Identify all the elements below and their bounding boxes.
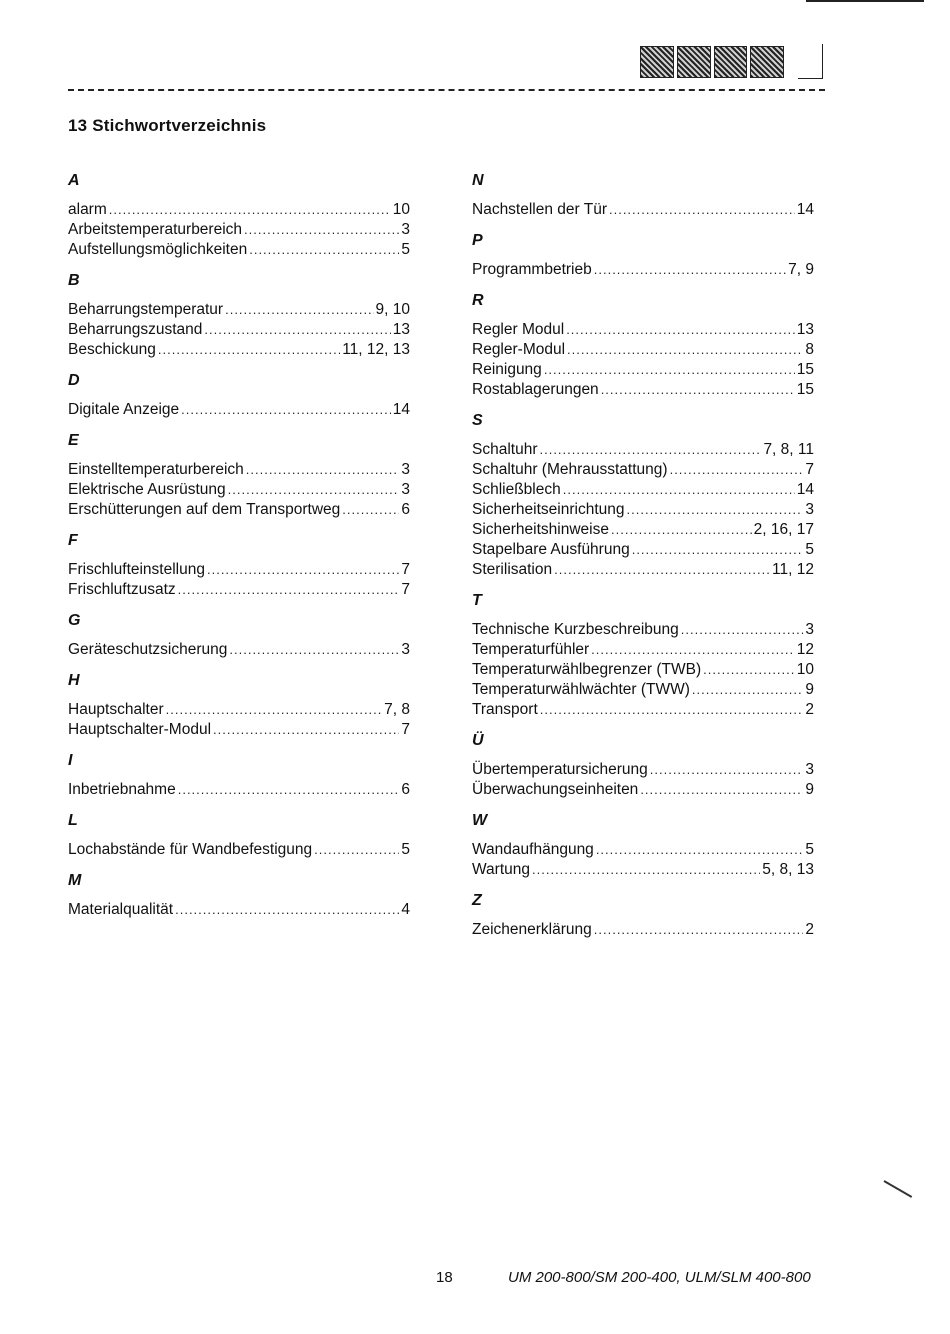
leader-dots: [532, 860, 760, 880]
index-entry: [68, 400, 410, 420]
index-letter: B: [68, 272, 80, 289]
index-letter: E: [68, 432, 79, 449]
index-entry: [68, 900, 410, 920]
leader-dots: [246, 460, 400, 480]
index-letter: G: [68, 612, 81, 629]
index-pages: 13: [796, 321, 814, 338]
logo-icon-4: [750, 46, 784, 78]
device-icons-logo: [640, 46, 784, 78]
index-term: Überwachungseinheiten: [472, 781, 639, 798]
leader-dots: [594, 920, 804, 940]
leader-dots: [213, 720, 399, 740]
index-entry: [472, 440, 814, 460]
leader-dots: [632, 540, 804, 560]
leader-dots: [228, 480, 400, 500]
index-letter: L: [68, 812, 78, 829]
index-term: Temperaturwählbegrenzer (TWB): [472, 661, 702, 678]
page-title: 13 Stichwortverzeichnis: [68, 116, 267, 135]
index-pages: 2, 16, 17: [753, 521, 814, 538]
leader-dots: [609, 200, 795, 220]
index-column-right: [472, 170, 814, 950]
index-letter: P: [472, 232, 483, 249]
leader-dots: [594, 260, 786, 280]
index-term: Sicherheitshinweise: [472, 521, 609, 538]
index-term: alarm: [68, 201, 107, 218]
index-entry: [472, 840, 814, 860]
index-letter: A: [68, 172, 80, 189]
index-term: Schaltuhr: [472, 441, 538, 458]
index-pages: 13: [392, 321, 410, 338]
index-group: [68, 810, 410, 860]
index-entry: [472, 480, 814, 500]
index-entry: [472, 920, 814, 940]
index-entry: [472, 660, 814, 680]
index-term: Übertemperatursicherung: [472, 761, 648, 778]
index-pages: 9: [805, 681, 814, 698]
index-term: Hauptschalter: [68, 701, 164, 718]
index-entry: [68, 780, 410, 800]
index-letter: F: [68, 532, 78, 549]
index-pages: 14: [796, 201, 814, 218]
index-pages: 3: [805, 761, 814, 778]
index-term: Materialqualität: [68, 901, 174, 918]
leader-dots: [175, 900, 399, 920]
index-term: Beharrungstemperatur: [68, 301, 224, 318]
index-term: Rostablagerungen: [472, 381, 599, 398]
index-term: Lochabstände für Wandbefestigung: [68, 841, 313, 858]
index-entry: [68, 320, 410, 340]
index-pages: 3: [401, 221, 410, 238]
index-term: Elektrische Ausrüstung: [68, 481, 226, 498]
index-group: [68, 430, 410, 520]
leader-dots: [563, 480, 795, 500]
logo-icon-3: [714, 46, 748, 78]
index-pages: 6: [401, 501, 410, 518]
index-term: Sicherheitseinrichtung: [472, 501, 625, 518]
index-group: [472, 810, 814, 880]
index-entry: [472, 540, 814, 560]
index-entry: [68, 460, 410, 480]
index-entry: [472, 340, 814, 360]
index-term: Einstelltemperaturbereich: [68, 461, 244, 478]
index-entry: [472, 860, 814, 880]
index-term: Inbetriebnahme: [68, 781, 176, 798]
index-pages: 7: [401, 561, 410, 578]
index-term: Schaltuhr (Mehrausstattung): [472, 461, 668, 478]
index-term: Temperaturfühler: [472, 641, 590, 658]
logo-icon-1: [640, 46, 674, 78]
index-letter: D: [68, 372, 80, 389]
index-letter: N: [472, 172, 484, 189]
index-pages: 11, 12: [772, 561, 814, 578]
index-term: Reinigung: [472, 361, 542, 378]
logo-frame: [798, 44, 823, 79]
index-entry: [68, 500, 410, 520]
index-entry: [472, 460, 814, 480]
leader-dots: [692, 680, 803, 700]
index-term: Digitale Anzeige: [68, 401, 180, 418]
leader-dots: [611, 520, 752, 540]
index-letter: Z: [472, 892, 482, 909]
index-group: [68, 670, 410, 740]
index-entry: [68, 580, 410, 600]
index-term: Erschütterungen auf dem Transportweg: [68, 501, 341, 518]
index-letter: S: [472, 412, 483, 429]
leader-dots: [314, 840, 399, 860]
index-entry: [472, 640, 814, 660]
index-entry: [68, 220, 410, 240]
index-pages: 10: [796, 661, 814, 678]
corner-scan-mark: [806, 0, 924, 2]
index-entry: [472, 560, 814, 580]
index-term: Stapelbare Ausführung: [472, 541, 630, 558]
index-group: [68, 270, 410, 360]
leader-dots: [225, 300, 373, 320]
index-group: [68, 610, 410, 660]
index-entry: [68, 300, 410, 320]
index-group: [472, 410, 814, 580]
index-letter: Ü: [472, 732, 484, 749]
index-letter: I: [68, 752, 73, 769]
model-label: UM 200-800/SM 200-400, ULM/SLM 400-800: [508, 1269, 811, 1286]
leader-dots: [166, 700, 383, 720]
index-term: Temperaturwählwächter (TWW): [472, 681, 690, 698]
index-group: [68, 750, 410, 800]
index-pages: 7: [401, 721, 410, 738]
index-entry: [68, 640, 410, 660]
index-group: [68, 370, 410, 420]
index-entry: [68, 240, 410, 260]
index-entry: [472, 500, 814, 520]
leader-dots: [249, 240, 399, 260]
index-term: Frischlufteinstellung: [68, 561, 205, 578]
index-column-left: [68, 170, 410, 930]
leader-dots: [566, 320, 795, 340]
header-rule: [68, 89, 825, 91]
index-term: Arbeitstemperaturbereich: [68, 221, 243, 238]
index-pages: 5: [805, 841, 814, 858]
leader-dots: [204, 320, 390, 340]
index-term: Sterilisation: [472, 561, 553, 578]
leader-dots: [544, 360, 795, 380]
index-term: Wartung: [472, 861, 531, 878]
page-number: 18: [436, 1269, 453, 1286]
index-group: [472, 290, 814, 400]
index-entry: [472, 260, 814, 280]
index-pages: 7: [401, 581, 410, 598]
index-letter: T: [472, 592, 482, 609]
index-term: Aufstellungsmöglichkeiten: [68, 241, 248, 258]
index-entry: [472, 520, 814, 540]
index-pages: 3: [401, 461, 410, 478]
index-entry: [472, 360, 814, 380]
index-term: Beharrungszustand: [68, 321, 203, 338]
leader-dots: [601, 380, 795, 400]
leader-dots: [596, 840, 804, 860]
index-letter: R: [472, 292, 484, 309]
index-group: [472, 230, 814, 280]
index-pages: 10: [392, 201, 410, 218]
index-pages: 9, 10: [375, 301, 410, 318]
leader-dots: [650, 760, 804, 780]
leader-dots: [178, 580, 400, 600]
leader-dots: [244, 220, 399, 240]
index-term: Geräteschutzsicherung: [68, 641, 228, 658]
index-group: [472, 590, 814, 720]
index-group: [472, 890, 814, 940]
index-entry: [68, 200, 410, 220]
index-entry: [472, 200, 814, 220]
index-letter: H: [68, 672, 80, 689]
index-group: [68, 170, 410, 260]
index-pages: 3: [805, 621, 814, 638]
index-pages: 15: [796, 361, 814, 378]
index-letter: M: [68, 872, 82, 889]
index-term: Wandaufhängung: [472, 841, 594, 858]
index-pages: 6: [401, 781, 410, 798]
index-group: [68, 530, 410, 600]
index-pages: 4: [401, 901, 410, 918]
index-pages: 7, 8, 11: [763, 441, 814, 458]
index-letter: W: [472, 812, 488, 829]
index-term: Programmbetrieb: [472, 261, 592, 278]
index-entry: [472, 320, 814, 340]
leader-dots: [627, 500, 804, 520]
index-pages: 7, 8: [384, 701, 410, 718]
index-entry: [68, 480, 410, 500]
index-pages: 15: [796, 381, 814, 398]
index-group: [68, 870, 410, 920]
index-group: [472, 170, 814, 220]
leader-dots: [540, 700, 804, 720]
index-pages: 14: [796, 481, 814, 498]
leader-dots: [109, 200, 391, 220]
index-pages: 3: [401, 641, 410, 658]
leader-dots: [554, 560, 770, 580]
index-entry: [68, 720, 410, 740]
index-pages: 8: [805, 341, 814, 358]
index-term: Frischluftzusatz: [68, 581, 176, 598]
index-pages: 5, 8, 13: [762, 861, 814, 878]
index-pages: 3: [805, 501, 814, 518]
leader-dots: [670, 460, 804, 480]
index-entry: [68, 340, 410, 360]
index-entry: [472, 760, 814, 780]
leader-dots: [681, 620, 804, 640]
leader-dots: [591, 640, 795, 660]
index-term: Transport: [472, 701, 538, 718]
index-entry: [68, 700, 410, 720]
index-pages: 5: [401, 841, 410, 858]
leader-dots: [539, 440, 761, 460]
leader-dots: [229, 640, 399, 660]
index-pages: 9: [805, 781, 814, 798]
index-term: Schließblech: [472, 481, 561, 498]
leader-dots: [703, 660, 795, 680]
leader-dots: [158, 340, 340, 360]
index-pages: 5: [805, 541, 814, 558]
index-entry: [68, 560, 410, 580]
leader-dots: [178, 780, 400, 800]
index-pages: 7: [805, 461, 814, 478]
index-entry: [472, 380, 814, 400]
index-entry: [472, 700, 814, 720]
leader-dots: [640, 780, 803, 800]
index-pages: 7, 9: [788, 261, 814, 278]
index-entry: [68, 840, 410, 860]
leader-dots: [207, 560, 399, 580]
index-term: Beschickung: [68, 341, 156, 358]
index-pages: 14: [392, 401, 410, 418]
index-pages: 12: [796, 641, 814, 658]
index-term: Hauptschalter-Modul: [68, 721, 212, 738]
leader-dots: [181, 400, 391, 420]
leader-dots: [342, 500, 399, 520]
index-term: Nachstellen der Tür: [472, 201, 607, 218]
index-entry: [472, 780, 814, 800]
index-pages: 2: [805, 921, 814, 938]
leader-dots: [567, 340, 803, 360]
index-pages: 3: [401, 481, 410, 498]
index-pages: 2: [805, 701, 814, 718]
index-pages: 11, 12, 13: [342, 341, 410, 358]
index-term: Zeichenerklärung: [472, 921, 592, 938]
scan-scratch: [884, 1180, 913, 1198]
index-term: Technische Kurzbeschreibung: [472, 621, 679, 638]
index-group: [472, 730, 814, 800]
logo-icon-2: [677, 46, 711, 78]
index-term: Regler-Modul: [472, 341, 566, 358]
index-entry: [472, 680, 814, 700]
index-entry: [472, 620, 814, 640]
index-term: Regler Modul: [472, 321, 565, 338]
index-pages: 5: [401, 241, 410, 258]
